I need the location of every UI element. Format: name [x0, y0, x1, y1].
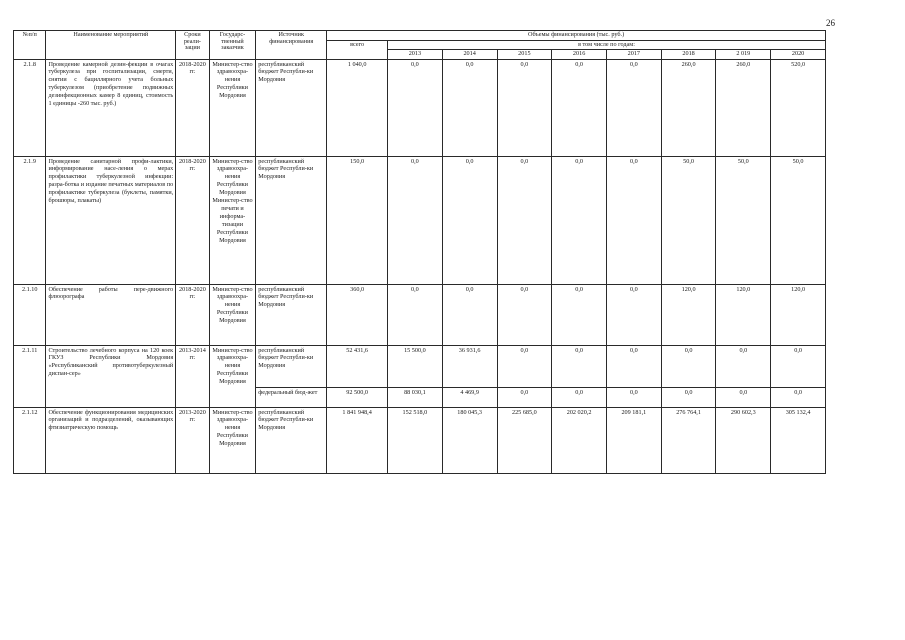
row-term: 2018-2020 гг.	[176, 156, 209, 284]
row-num: 2.1.9	[14, 156, 46, 284]
row-year-value: 152 518,0	[388, 407, 443, 473]
row-year-value: 0,0	[606, 345, 661, 387]
row-customer: Министер-ство здравоохра-нения Республики Мордовия	[209, 407, 256, 473]
header-year: 2015	[497, 50, 552, 60]
row-year-value: 305 132,4	[771, 407, 826, 473]
row-total: 1 841 948,4	[327, 407, 388, 473]
row-name: Обеспечение работы пере-движного флюорографа	[46, 284, 176, 345]
financing-table	[13, 30, 826, 474]
row-year-value: 4 469,9	[442, 387, 497, 407]
row-year-value: 0,0	[552, 156, 607, 284]
row-year-value: 209 181,1	[606, 407, 661, 473]
row-year-value: 0,0	[606, 387, 661, 407]
row-year-value: 225 685,0	[497, 407, 552, 473]
row-customer: Министер-ство здравоохра-нения Республики Мордовия	[209, 284, 256, 345]
row-customer: Министер-ство здравоохра-нения Республики Мордовия	[209, 59, 256, 156]
header-year: 2017	[606, 50, 661, 60]
table-row	[14, 345, 826, 387]
row-term: 2018-2020 гг.	[176, 59, 209, 156]
header-customer: Государс-твенный заказчик	[209, 31, 256, 60]
header-volumes: Объемы финансирования (тыс. руб.)	[327, 31, 826, 41]
header-source: Источник финансирования	[256, 31, 327, 60]
row-source: республиканский бюджет Республи-ки Мордовия	[256, 407, 327, 473]
row-year-value: 120,0	[661, 284, 716, 345]
row-year-value: 0,0	[552, 387, 607, 407]
row-source: республиканский бюджет Республи-ки Мордовия	[256, 345, 327, 387]
header-name: Наименование мероприятий	[46, 31, 176, 60]
row-year-value: 0,0	[442, 156, 497, 284]
header-year: 2020	[771, 50, 826, 60]
row-num: 2.1.10	[14, 284, 46, 345]
header-year: 2018	[661, 50, 716, 60]
row-total: 52 431,6	[327, 345, 388, 387]
row-name: Проведение санитарной профи-лактики, информирование насе-ления о мерах профилактики туберкулезной инфекции: разра-ботка и издание печатных материалов по профилактике туберкулеза (буклеты, памятки, брошюры, плакаты)	[46, 156, 176, 284]
header-year: 2014	[442, 50, 497, 60]
header-num: №п/п	[14, 31, 46, 60]
row-year-value: 276 764,1	[661, 407, 716, 473]
row-year-value: 0,0	[388, 59, 443, 156]
row-year-value: 290 602,3	[716, 407, 771, 473]
row-year-value: 0,0	[552, 345, 607, 387]
row-year-value: 0,0	[497, 156, 552, 284]
row-term: 2013-2020 гг.	[176, 407, 209, 473]
row-year-value: 0,0	[552, 59, 607, 156]
row-num: 2.1.11	[14, 345, 46, 407]
row-year-value: 202 020,2	[552, 407, 607, 473]
table-row	[14, 59, 826, 156]
page-number: 26	[826, 18, 835, 28]
row-year-value: 0,0	[497, 284, 552, 345]
row-year-value: 50,0	[661, 156, 716, 284]
row-year-value: 0,0	[661, 345, 716, 387]
row-year-value: 0,0	[388, 156, 443, 284]
row-year-value: 0,0	[771, 345, 826, 387]
row-year-value: 0,0	[388, 284, 443, 345]
row-year-value: 0,0	[606, 59, 661, 156]
table-row	[14, 284, 826, 345]
header-year: 2 019	[716, 50, 771, 60]
row-source: федеральный бюд-жет	[256, 387, 327, 407]
row-year-value: 36 931,6	[442, 345, 497, 387]
row-name: Строительство лечебного корпуса на 120 коек ГКУЗ Республики Мордовия «Республиканский противотуберкулезный диспан-сер»	[46, 345, 176, 407]
header-by-years: в том числе по годам:	[388, 40, 826, 50]
row-name: Обеспечение функционирования медицинских организаций и подразделений, оказывающих фтизиатрическую помощь	[46, 407, 176, 473]
header-term: Сроки реали-зации	[176, 31, 209, 60]
row-total: 1 040,0	[327, 59, 388, 156]
row-source: республиканский бюджет Республи-ки Мордовия	[256, 156, 327, 284]
row-total: 92 500,0	[327, 387, 388, 407]
row-year-value: 120,0	[771, 284, 826, 345]
table-row	[14, 407, 826, 473]
row-year-value: 0,0	[442, 59, 497, 156]
header-total: всего	[327, 40, 388, 59]
row-year-value: 260,0	[661, 59, 716, 156]
row-year-value: 520,0	[771, 59, 826, 156]
row-year-value: 180 045,3	[442, 407, 497, 473]
header-year: 2016	[552, 50, 607, 60]
header-year: 2013	[388, 50, 443, 60]
row-total: 150,0	[327, 156, 388, 284]
row-year-value: 0,0	[716, 387, 771, 407]
row-year-value: 50,0	[771, 156, 826, 284]
row-year-value: 0,0	[606, 284, 661, 345]
row-year-value: 120,0	[716, 284, 771, 345]
row-year-value: 0,0	[716, 345, 771, 387]
row-year-value: 260,0	[716, 59, 771, 156]
row-year-value: 0,0	[606, 156, 661, 284]
row-year-value: 0,0	[497, 59, 552, 156]
row-year-value: 0,0	[771, 387, 826, 407]
row-total: 360,0	[327, 284, 388, 345]
row-year-value: 15 500,0	[388, 345, 443, 387]
row-year-value: 0,0	[552, 284, 607, 345]
row-year-value: 0,0	[442, 284, 497, 345]
row-source: республиканский бюджет Республи-ки Мордовия	[256, 59, 327, 156]
row-name: Проведение камерной дезин-фекции в очагах туберкулеза при госпитализации, смерти, снятии с бациллярного учета больных туберкулезом (приобретение подвижных дезинфекционных камер 8 единиц, стоимость 1 единицы -260 тыс. руб.)	[46, 59, 176, 156]
row-term: 2018-2020 гг.	[176, 284, 209, 345]
row-year-value: 0,0	[661, 387, 716, 407]
row-term: 2013-2014 гг.	[176, 345, 209, 407]
table-row	[14, 156, 826, 284]
row-customer: Министер-ство здравоохра-нения Республики Мордовия Министер-ство печати и информа-тизации Республики Мордовия	[209, 156, 256, 284]
row-year-value: 0,0	[497, 345, 552, 387]
row-num: 2.1.12	[14, 407, 46, 473]
row-customer: Министер-ство здравоохра-нения Республики Мордовия	[209, 345, 256, 407]
row-year-value: 0,0	[497, 387, 552, 407]
row-source: республиканский бюджет Республи-ки Мордовия	[256, 284, 327, 345]
row-year-value: 50,0	[716, 156, 771, 284]
row-year-value: 88 030,1	[388, 387, 443, 407]
row-num: 2.1.8	[14, 59, 46, 156]
